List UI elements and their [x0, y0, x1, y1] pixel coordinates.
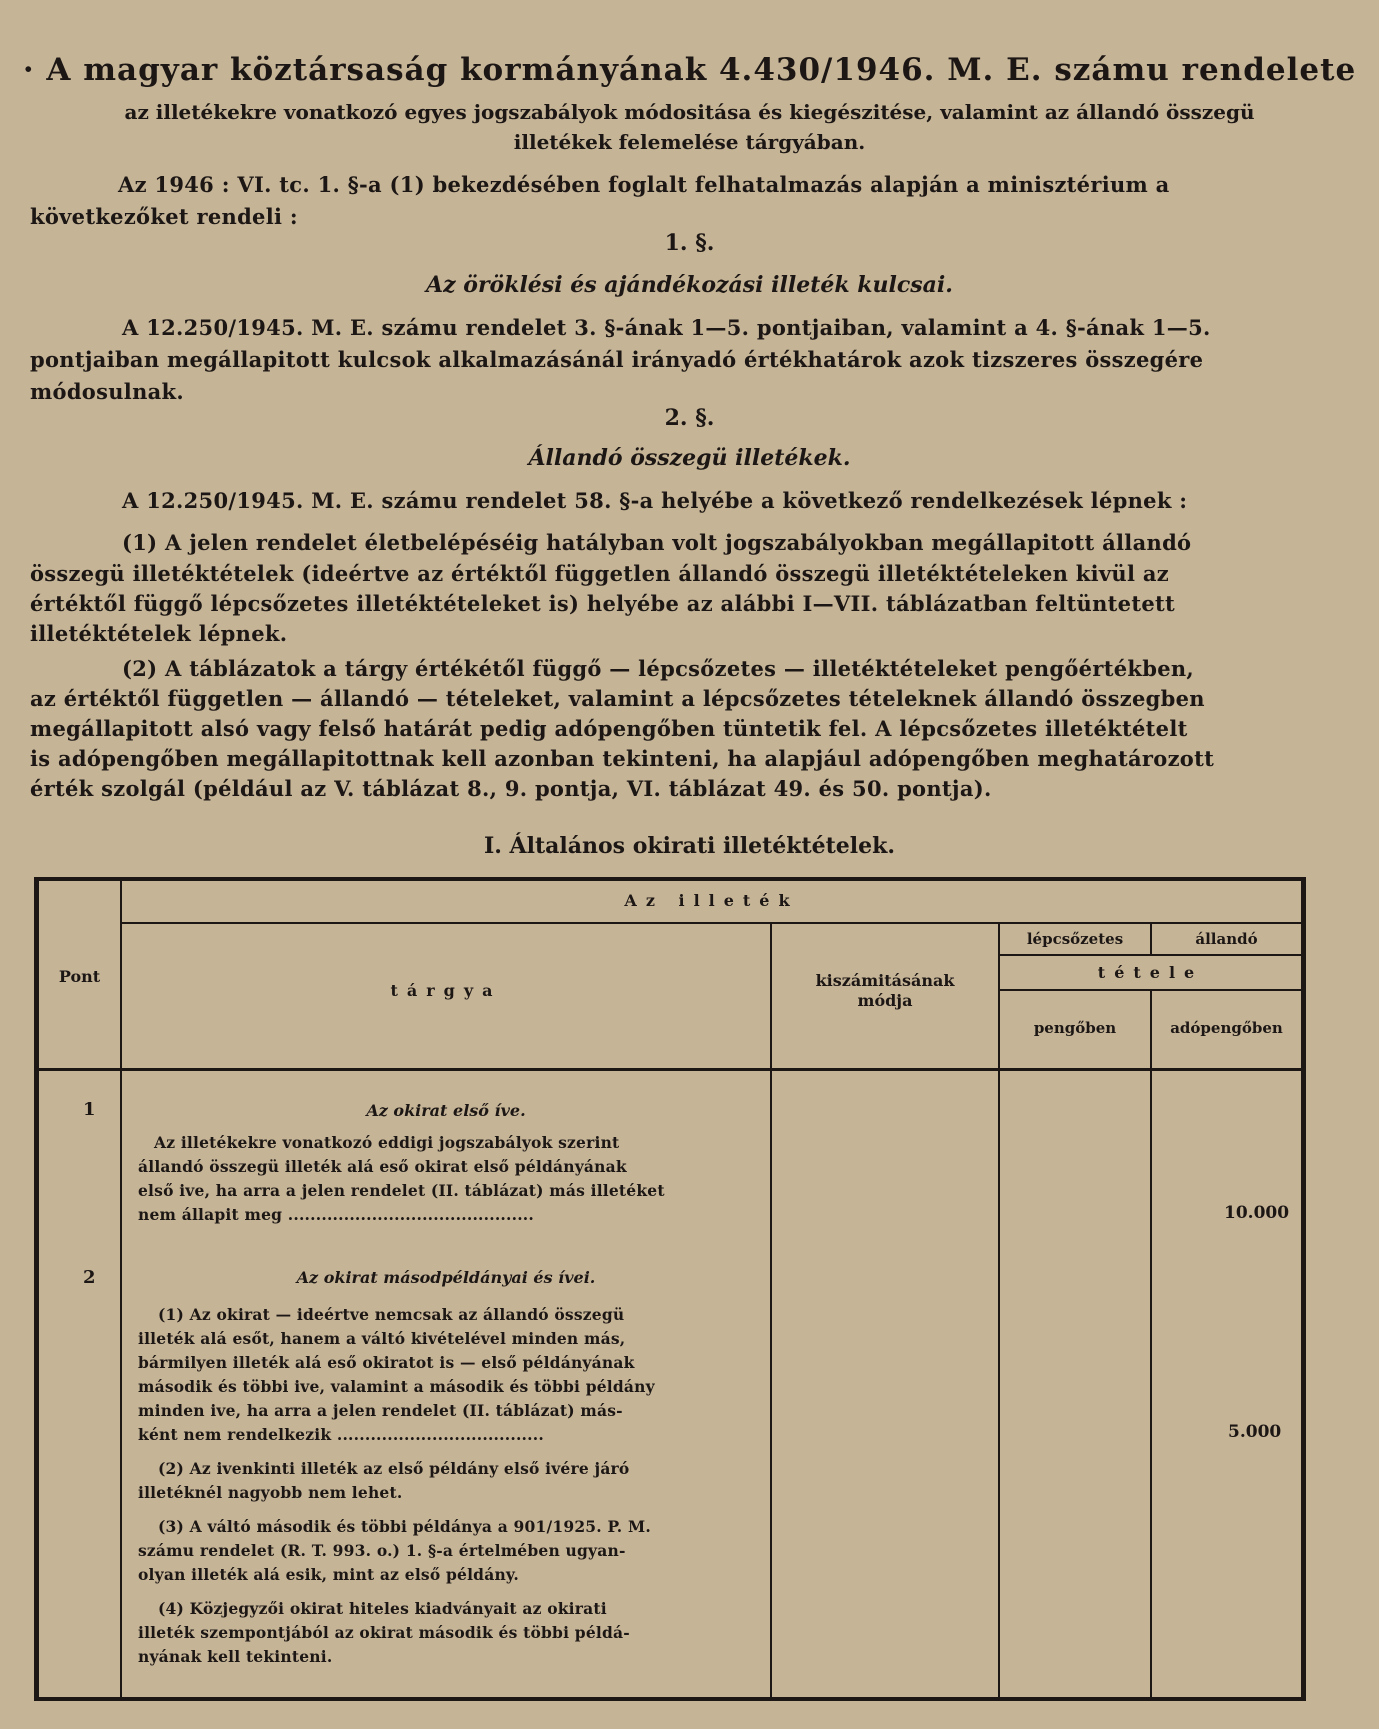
- row-separator-type: [1000, 954, 1301, 956]
- row-2-p1-line-2: illeték alá esőt, hanem a váltó kivételével minden más,: [138, 1329, 626, 1348]
- intro-line-1: Az 1946 : VI. tc. 1. §-a (1) bekezdésében foglalt felhatalmazás alapján a minisztérium a: [118, 172, 1170, 197]
- row-2-p2-line-2: illetéknél nagyobb nem lehet.: [138, 1483, 403, 1502]
- section-2-number: 2. §.: [664, 405, 715, 431]
- row-2-p2-line-1: (2) Az ivenkinti illeték az első példány első ivére járó: [158, 1459, 630, 1478]
- section-2-line-5: illetéktételek lépnek.: [30, 621, 288, 646]
- row-2-p3-line-2: számu rendelet (R. T. 993. o.) 1. §-a értelmében ugyan-: [138, 1541, 626, 1560]
- section-2-line-8: megállapitott alsó vagy felső határát pedig adópengőben tüntetik fel. A lépcsőzetes illetéktételt: [30, 716, 1188, 741]
- row-1-line-4: nem állapit meg ............................................: [138, 1205, 535, 1224]
- header-modja: módja: [857, 991, 913, 1010]
- table-border-right: [1301, 877, 1306, 1701]
- row-2-p1-line-3: bármilyen illeték alá eső okiratot is — első példányának: [138, 1353, 635, 1372]
- section-1-line-2: pontjaiban megállapitott kulcsok alkalmazásánál irányadó értékhatárok azok tizszeres összegére: [30, 347, 1204, 372]
- header-adopengoben: adópengőben: [1170, 1019, 1283, 1037]
- row-2-p1-line-6: ként nem rendelkezik .....................................: [138, 1425, 544, 1444]
- section-1-line-1: A 12.250/1945. M. E. számu rendelet 3. §-ának 1—5. pontjaiban, valamint a 4. §-ának 1—5.: [122, 315, 1211, 340]
- row-2-adopengoben: 5.000: [1228, 1422, 1282, 1442]
- row-1-line-3: első ive, ha arra a jelen rendelet (II. táblázat) más illetéket: [138, 1181, 665, 1200]
- col-separator-amounts: [1150, 991, 1152, 1701]
- header-pengoben: pengőben: [1033, 1019, 1117, 1037]
- row-separator-tetele: [1000, 989, 1301, 991]
- row-2-p4-line-2: illeték szempontjából az okirat második és többi példá-: [138, 1623, 630, 1642]
- col-separator-modja: [998, 922, 1000, 1701]
- row-2-p3-line-1: (3) A váltó második és többi példánya a 901/1925. P. M.: [158, 1517, 651, 1536]
- document-title: · A magyar köztársaság kormányának 4.430/1946. M. E. számu rendelete: [22, 52, 1357, 88]
- header-tetele: tétele: [1097, 963, 1204, 982]
- section-2-line-3: összegü illetéktételek (ideértve az értéktől független állandó összegü illetéktételeken kivül az: [30, 561, 1170, 586]
- row-2-p1-line-4: második és többi ive, valamint a második és többi példány: [138, 1377, 655, 1396]
- table-border-bottom: [34, 1697, 1306, 1701]
- table-border-left: [34, 877, 39, 1701]
- row-2-p1-line-1: (1) Az okirat — ideértve nemcsak az állandó összegü: [158, 1305, 625, 1324]
- row-1-line-1: Az illetékekre vonatkozó eddigi jogszabályok szerint: [154, 1133, 620, 1152]
- row-2-p4-line-1: (4) Közjegyzői okirat hiteles kiadványait az okirati: [158, 1599, 607, 1618]
- row-2-heading: Az okirat másodpéldányai és ívei.: [296, 1268, 596, 1287]
- table-title: I. Általános okirati illetéktételek.: [483, 833, 896, 859]
- row-2-p3-line-3: olyan illeték alá esik, mint az első példány.: [138, 1565, 519, 1584]
- section-2-heading: Állandó összegü illetékek.: [528, 445, 851, 471]
- row-1-pont: 1: [83, 1099, 96, 1120]
- section-2-line-9: is adópengőben megállapitottnak kell azonban tekinteni, ha alapjául adópengőben meghatározott: [30, 746, 1215, 771]
- section-1-number: 1. §.: [664, 230, 715, 256]
- row-2-pont: 2: [83, 1267, 96, 1288]
- header-bottom-line: [39, 1068, 1301, 1071]
- section-2-line-2: (1) A jelen rendelet életbelépéséig hatályban volt jogszabályokban megállapitott állandó: [122, 530, 1192, 555]
- section-2-line-1: A 12.250/1945. M. E. számu rendelet 58. §-a helyébe a következő rendelkezések lépnek :: [122, 488, 1188, 513]
- section-2-line-4: értéktől függő lépcsőzetes illetéktételeket is) helyébe az alábbi I—VII. táblázatban feltüntetett: [30, 591, 1175, 616]
- col-separator-pont: [120, 877, 122, 1701]
- fee-table: [34, 877, 1306, 1701]
- intro-line-2: következőket rendeli :: [30, 204, 298, 229]
- header-kiszamitasanak: kiszámitásának: [815, 971, 955, 990]
- header-allando: állandó: [1195, 930, 1258, 948]
- header-targya: tárgya: [390, 981, 502, 1000]
- row-1-adopengoben: 10.000: [1224, 1203, 1290, 1223]
- row-2-p4-line-3: nyának kell tekinteni.: [138, 1647, 333, 1666]
- header-lepcsozetes: lépcsőzetes: [1026, 930, 1124, 948]
- header-pont: Pont: [58, 967, 101, 986]
- section-2-line-7: az értéktől független — állandó — tételeket, valamint a lépcsőzetes tételeknek állandó összegben: [30, 686, 1205, 711]
- section-1-heading: Az öröklési és ajándékozási illeték kulcsai.: [426, 272, 953, 298]
- row-1-heading: Az okirat első íve.: [366, 1101, 526, 1120]
- row-1-line-2: állandó összegü illeték alá eső okirat első példányának: [138, 1157, 627, 1176]
- section-2-line-6: (2) A táblázatok a tárgy értékétől függő — lépcsőzetes — illetéktételeket pengőértékben,: [122, 656, 1195, 681]
- subtitle-line-2: illetékek felemelése tárgyában.: [513, 130, 866, 154]
- section-1-line-3: módosulnak.: [30, 379, 185, 404]
- subtitle-line-1: az illetékekre vonatkozó egyes jogszabályok módositása és kiegészitése, valamint az állandó összegü: [124, 100, 1255, 124]
- col-separator-targya: [770, 922, 772, 1701]
- header-az-illetek: Az illeték: [624, 891, 799, 910]
- row-2-p1-line-5: minden ive, ha arra a jelen rendelet (II. táblázat) más-: [138, 1401, 623, 1420]
- section-2-line-10: érték szolgál (például az V. táblázat 8., 9. pontja, VI. táblázat 49. és 50. pontja).: [30, 776, 992, 801]
- row-separator-illetek: [122, 922, 1301, 924]
- table-border-top: [34, 877, 1306, 881]
